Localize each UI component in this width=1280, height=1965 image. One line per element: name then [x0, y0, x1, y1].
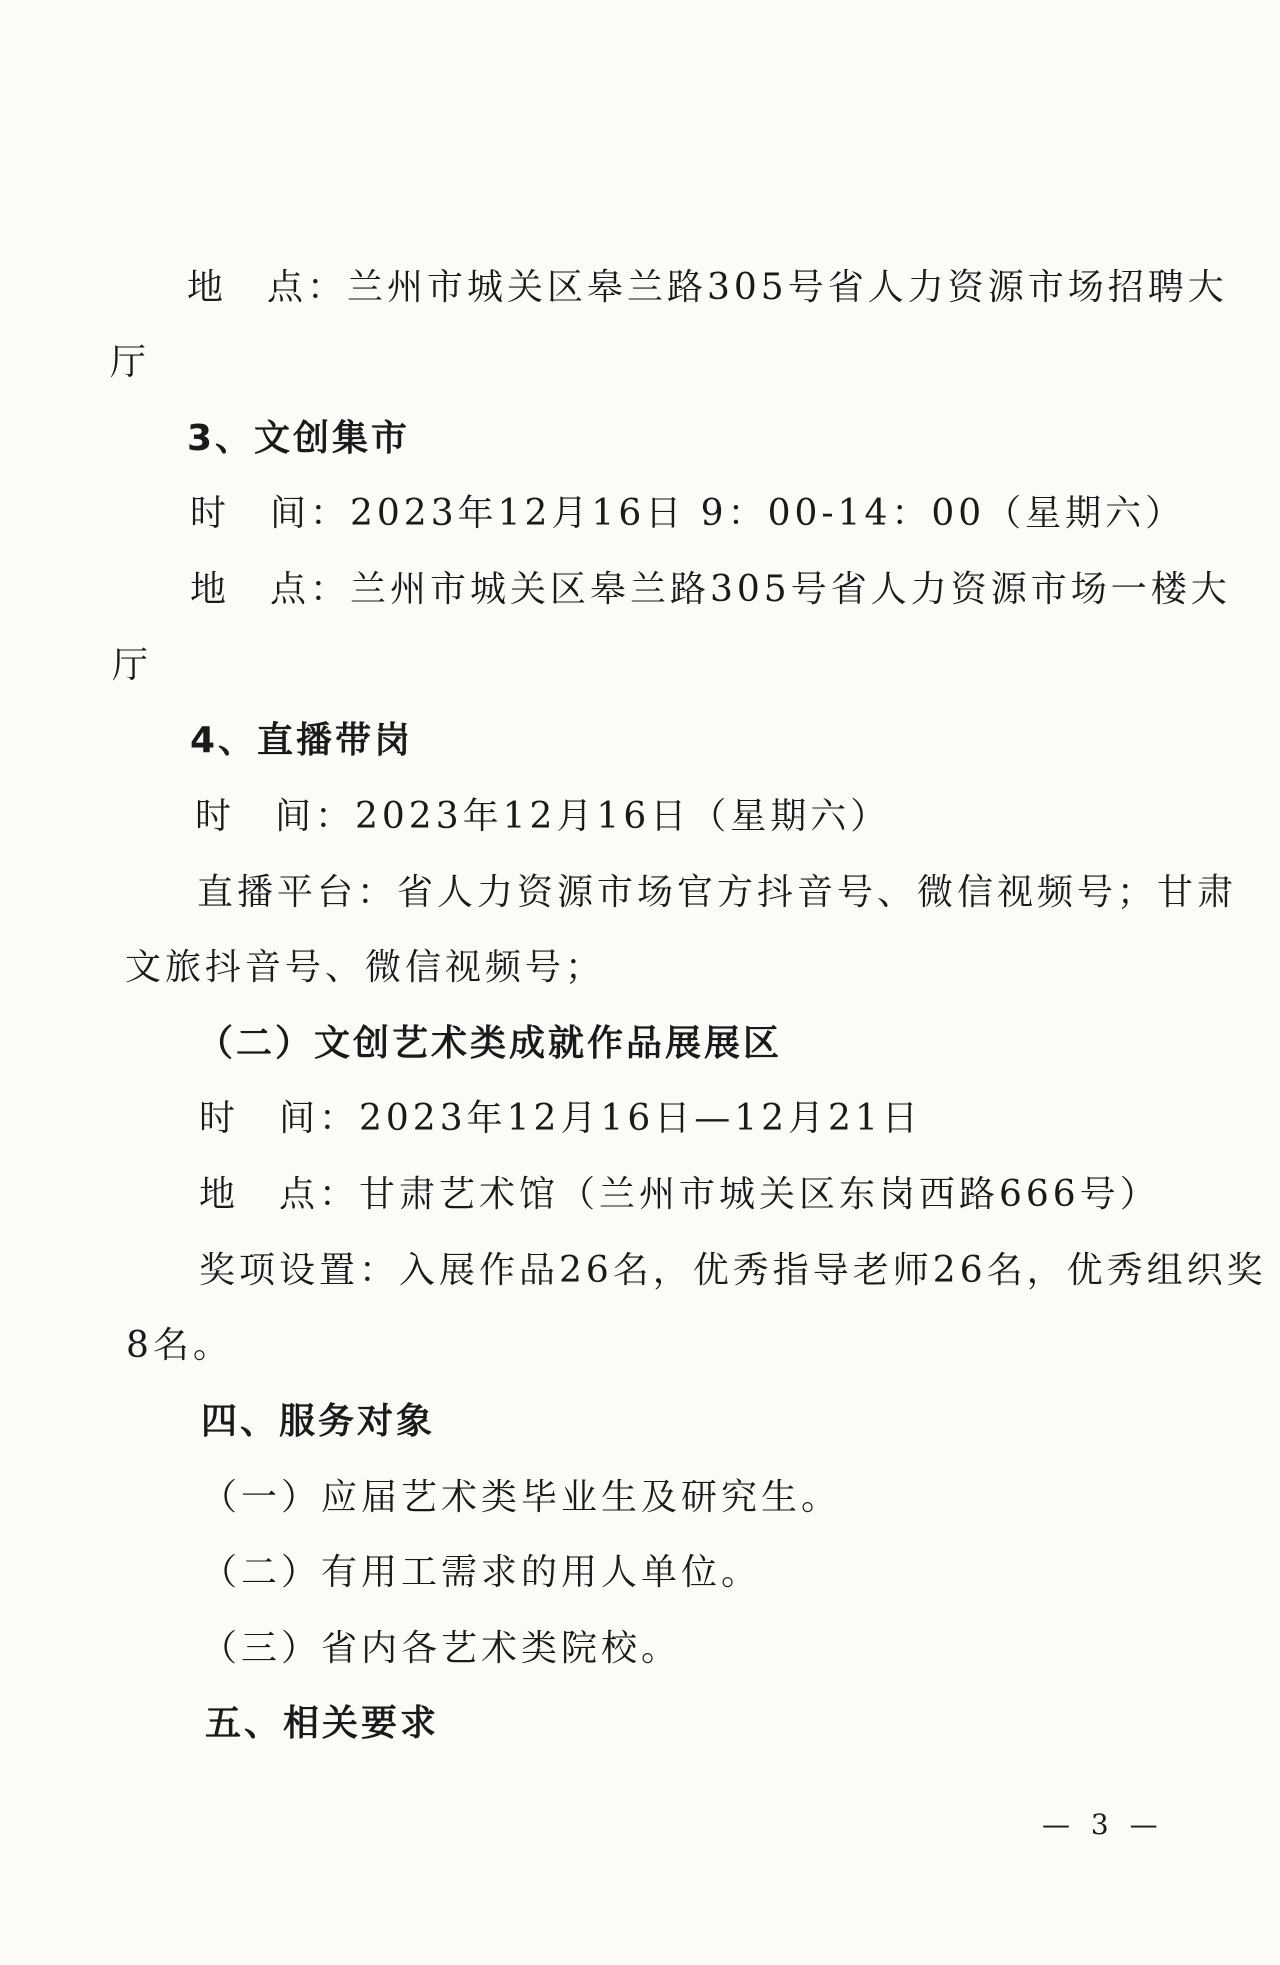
livestream-platform-wrap: 文旅抖音号、微信视频号；: [125, 947, 606, 988]
location-line-cultural-market: 地 点：兰州市城关区皋兰路305号省人力资源市场一楼大: [190, 569, 1231, 610]
time-line-cultural-market: 时 间：2023年12月16日 9：00-14：00（星期六）: [190, 493, 1186, 534]
livestream-platform-line: 直播平台：省人力资源市场官方抖音号、微信视频号；甘肃: [197, 872, 1238, 913]
location-line-wrap: 厅: [110, 342, 151, 383]
heading-livestream-jobs: 4、直播带岗: [190, 720, 414, 761]
page-number: — 3 —: [1042, 1808, 1164, 1841]
service-target-art-schools: （三）省内各艺术类院校。: [201, 1628, 682, 1669]
location-line-wrap: 厅: [112, 645, 153, 686]
awards-line-wrap: 8名。: [126, 1325, 233, 1366]
time-line-exhibition: 时 间：2023年12月16日—12月21日: [199, 1098, 922, 1139]
heading-cultural-market: 3、文创集市: [187, 418, 411, 459]
awards-line: 奖项设置：入展作品26名，优秀指导老师26名，优秀组织奖: [199, 1250, 1267, 1291]
heading-service-targets: 四、服务对象: [201, 1401, 436, 1442]
time-line-livestream: 时 间：2023年12月16日（星期六）: [195, 796, 891, 837]
location-line-exhibition: 地 点：甘肃艺术馆（兰州市城关区东岗西路666号）: [199, 1174, 1160, 1215]
location-line-recruitment-hall: 地 点：兰州市城关区皋兰路305号省人力资源市场招聘大: [187, 267, 1228, 308]
service-target-employers: （二）有用工需求的用人单位。: [201, 1552, 762, 1593]
section-heading-exhibition: （二）文创艺术类成就作品展展区: [197, 1023, 783, 1064]
service-target-graduates: （一）应届艺术类毕业生及研究生。: [201, 1477, 842, 1518]
heading-related-requirements: 五、相关要求: [205, 1703, 440, 1744]
